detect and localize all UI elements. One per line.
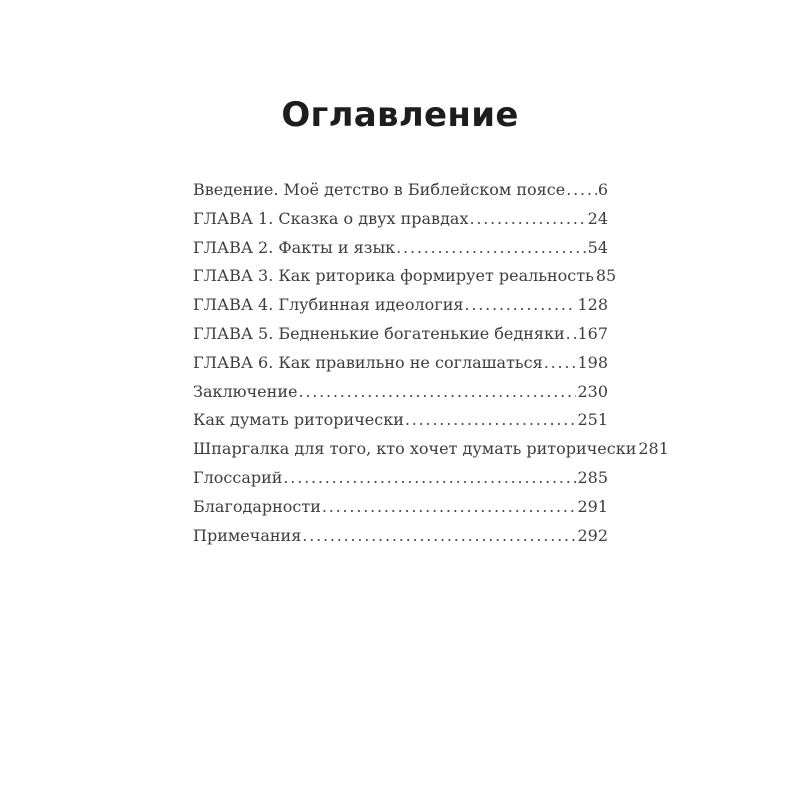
toc-entry-page: 128 <box>577 295 608 315</box>
toc-leader-dots <box>283 464 576 493</box>
toc-entry <box>193 291 608 320</box>
toc-entry-page: 251 <box>577 410 608 430</box>
toc-entry-label: Примечания <box>193 525 302 545</box>
toc-leader-dots <box>469 205 586 234</box>
toc-entry-label: Введение. Моё детство в Библейском поясе <box>193 180 566 199</box>
toc-entry-label: Благодарности <box>193 496 321 516</box>
toc-entry-label: ГЛАВА 6. Как правильно не соглашаться <box>193 352 543 372</box>
toc-entry <box>193 176 608 205</box>
toc-entry-label: ГЛАВА 5. Бедненькие богатенькие бедняки <box>193 323 565 343</box>
toc-entry-label: ГЛАВА 1. Сказка о двух правдах <box>193 208 469 228</box>
toc-entry-page: 291 <box>577 496 608 516</box>
toc-leader-dots <box>566 176 597 205</box>
toc-entry-page: 230 <box>577 381 608 401</box>
table-of-contents <box>193 176 669 550</box>
toc-entry-label: ГЛАВА 2. Факты и язык <box>193 237 396 257</box>
toc-entry <box>193 464 608 493</box>
toc-leader-dots <box>302 522 576 551</box>
toc-entry <box>193 522 608 551</box>
toc-entry <box>193 349 608 378</box>
toc-entry <box>193 435 669 464</box>
toc-leader-dots <box>396 234 586 263</box>
toc-entry <box>193 320 608 349</box>
toc-entry-page: 167 <box>577 323 608 343</box>
toc-leader-dots <box>566 320 577 349</box>
toc-entry <box>193 406 608 435</box>
toc-leader-dots <box>405 406 577 435</box>
toc-entry-page: 24 <box>587 208 608 228</box>
toc-entry-label: ГЛАВА 3. Как риторика формирует реальность <box>193 266 594 286</box>
toc-entry-page: 85 <box>595 266 617 286</box>
toc-leader-dots <box>464 291 576 320</box>
toc-entry <box>193 262 617 291</box>
toc-entry-page: 6 <box>597 180 608 199</box>
toc-entry-label: Шпаргалка для того, кто хочет думать риторически <box>193 439 637 459</box>
toc-entry-label: Заключение <box>193 381 298 401</box>
toc-entry <box>193 493 608 522</box>
toc-leader-dots <box>544 349 577 378</box>
toc-leader-dots <box>322 493 577 522</box>
toc-entry <box>193 205 608 234</box>
toc-entry-label: Глоссарий <box>193 467 283 487</box>
toc-entry-page: 292 <box>577 525 608 545</box>
page-title: Оглавление <box>281 95 519 135</box>
toc-entry-page: 281 <box>638 439 669 459</box>
toc-entry-page: 54 <box>587 237 608 257</box>
toc-entry-label: Как думать риторически <box>193 410 404 430</box>
toc-entry-page: 198 <box>577 352 608 372</box>
toc-leader-dots <box>298 378 576 407</box>
toc-entry-page: 285 <box>577 467 608 487</box>
toc-entry-label: ГЛАВА 4. Глубинная идеология <box>193 295 464 315</box>
toc-entry <box>193 234 608 263</box>
toc-entry <box>193 378 608 407</box>
